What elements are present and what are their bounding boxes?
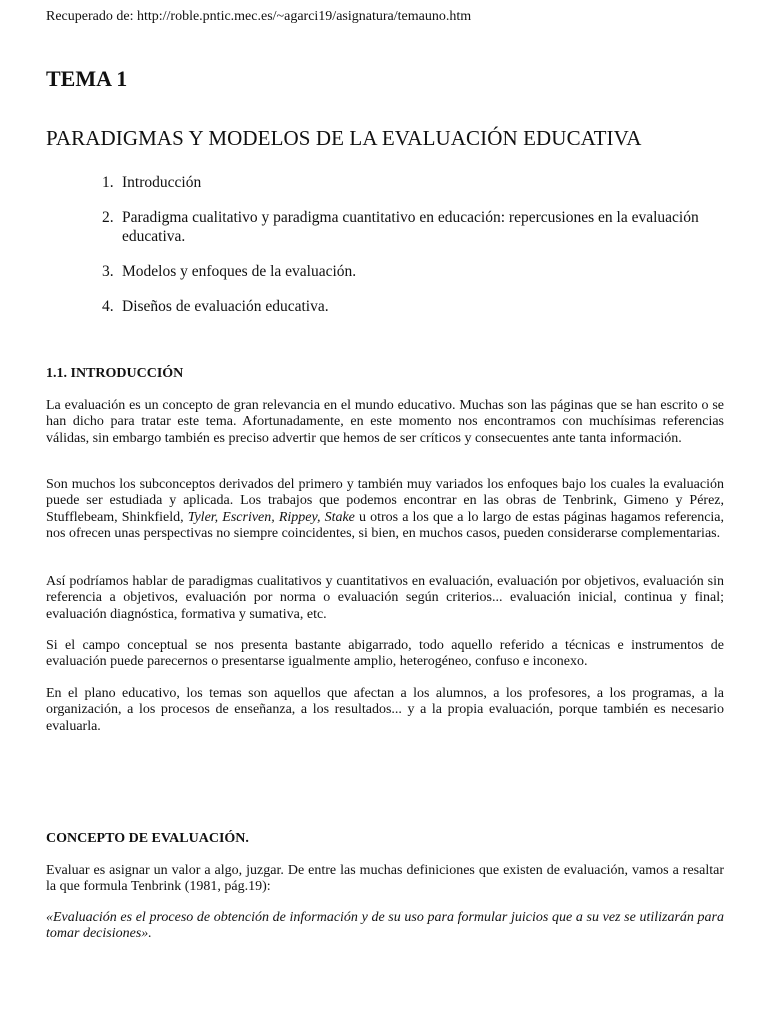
- toc-item: [102, 297, 702, 316]
- toc-item-number: 2.: [102, 209, 114, 226]
- toc-item-number: 1.: [102, 174, 114, 191]
- intro-paragraph-4: Si el campo conceptual se nos presenta bastante abigarrado, todo aquello referido a técnicas e instrumentos de evaluación puede parecernos o presentarse igualmente amplio, heterogéneo, confuso e inconexo.: [46, 638, 724, 670]
- intro-paragraph-2-start: Son muchos los subconceptos derivados del primero y también muy variados los enfoques bajo los cuales la evaluación puede ser estudiada y aplicada. Los trabajos que podemos encontrar en las obras de Tenbrink, Gimeno y Pérez, Stufflebeam, Shinkfield,: [46, 477, 724, 525]
- toc-item-number: 3.: [102, 263, 114, 280]
- page-title: PARADIGMAS Y MODELOS DE LA EVALUACIÓN EDUCATIVA: [46, 126, 642, 150]
- intro-paragraph-2-end: u otros a los que a lo largo de estas páginas hagamos referencia, nos ofrecen unas perspectivas no siempre coincidentes, si bien, en muchos casos, pueden considerarse complementarias.: [46, 509, 725, 541]
- chapter-label: TEMA 1: [46, 66, 128, 91]
- intro-paragraph-5: En el plano educativo, los temas son aquellos que afectan a los alumnos, a los profesores, a los programas, a la organización, a los procesos de enseñanza, a los resultados... y a la propia evaluación, porque también es necesario evaluarla.: [46, 686, 724, 734]
- toc-item-text: Introducción: [122, 174, 202, 191]
- concept-quote: «Evaluación es el proceso de obtención de información y de su uso para formular juicios que a su vez se utilizarán para tomar decisiones».: [46, 910, 724, 942]
- toc-item: [102, 262, 702, 281]
- intro-paragraph-1: La evaluación es un concepto de gran relevancia en el mundo educativo. Muchas son las páginas que se han escrito o se han dicho para tratar este tema. Afortunadamente, en este momento nos encontramos con muchísimas referencias válidas, sin embargo también es preciso advertir que hemos de ser críticos y consecuentes ante tanta información.: [46, 398, 724, 446]
- toc-item: [102, 208, 702, 246]
- toc-item-text: Modelos y enfoques de la evaluación.: [122, 263, 357, 280]
- toc-item-text: Diseños de evaluación educativa.: [122, 298, 329, 315]
- toc-item-text: Paradigma cualitativo y paradigma cuantitativo en educación: repercusiones en la evaluación educativa.: [122, 209, 699, 245]
- intro-paragraph-2: [46, 477, 724, 542]
- toc-item: [102, 173, 702, 192]
- section-heading-intro: 1.1. INTRODUCCIÓN: [46, 366, 184, 381]
- table-of-contents: [102, 173, 702, 332]
- intro-paragraph-3: Así podríamos hablar de paradigmas cualitativos y cuantitativos en evaluación, evaluación por objetivos, evaluación sin referencia a objetivos, evaluación por norma o evaluación según criterios... evaluación inicial, continua y final; evaluación diagnóstica, formativa y sumativa, etc.: [46, 574, 724, 622]
- source-line: Recuperado de: http://roble.pntic.mec.es/~agarci19/asignatura/temauno.htm: [46, 9, 472, 24]
- toc-item-number: 4.: [102, 298, 114, 315]
- concept-paragraph-1: Evaluar es asignar un valor a algo, juzgar. De entre las muchas definiciones que existen de evaluación, vamos a resaltar la que formula Tenbrink (1981, pág.19):: [46, 863, 724, 895]
- section-heading-concept: CONCEPTO DE EVALUACIÓN.: [46, 831, 249, 846]
- intro-paragraph-2-authors: Tyler, Escriven, Rippey, Stake: [187, 509, 355, 525]
